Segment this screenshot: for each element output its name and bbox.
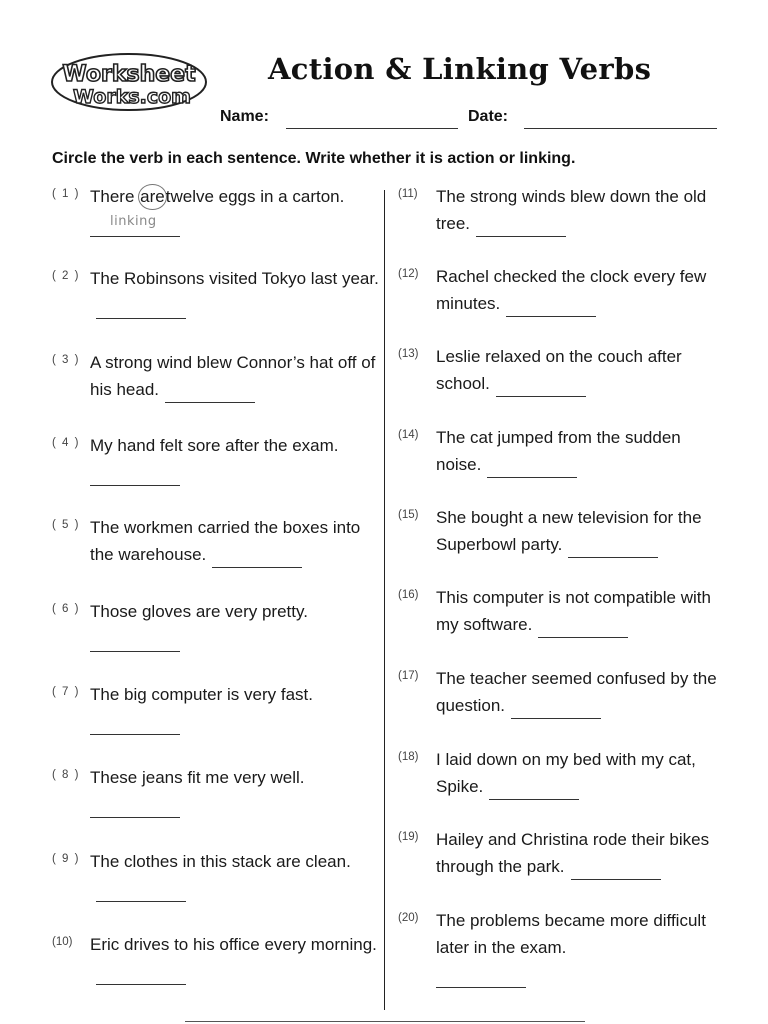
question-text [90, 349, 380, 403]
answer-blank[interactable] [96, 318, 186, 319]
name-label: Name: [220, 108, 269, 125]
question-number: ( 6 ) [52, 603, 80, 615]
question-sentence: A strong wind blew Connor’s hat off of his head. [90, 353, 376, 399]
question-number: ( 4 ) [52, 437, 80, 449]
page-title: Action & Linking Verbs [268, 52, 652, 86]
question-sentence: The teacher seemed confused by the question. [436, 669, 717, 715]
answer-blank[interactable] [212, 567, 302, 568]
answer-blank[interactable] [436, 987, 526, 988]
name-field[interactable] [286, 128, 458, 129]
question-number: ( 2 ) [52, 270, 80, 282]
question-text [436, 504, 726, 558]
question-text [436, 907, 726, 988]
question-sentence: These jeans fit me very well. [90, 768, 305, 787]
question-number: ( 7 ) [52, 686, 80, 698]
question-sentence: The Robinsons visited Tokyo last year. [90, 269, 379, 288]
date-field[interactable] [524, 128, 717, 129]
question-text [90, 265, 380, 319]
answer-blank[interactable] [90, 651, 180, 652]
answer-blank[interactable] [96, 901, 186, 902]
question-number: ( 9 ) [52, 853, 80, 865]
answer-blank[interactable] [90, 236, 180, 237]
question-number: (15) [398, 509, 419, 521]
question-sentence: The strong winds blew down the old tree. [436, 187, 707, 233]
question-number: (14) [398, 429, 419, 441]
answer-blank[interactable] [90, 485, 180, 486]
question-text [90, 432, 380, 486]
question-sentence: My hand felt sore after the exam. [90, 436, 339, 455]
question-sentence: The clothes in this stack are clean. [90, 852, 351, 871]
date-label: Date: [468, 108, 509, 125]
answer-blank[interactable] [487, 477, 577, 478]
answer-blank[interactable] [571, 879, 661, 880]
question-text [436, 826, 726, 880]
question-text [90, 514, 380, 568]
question-text [90, 598, 380, 652]
column-divider [384, 190, 385, 1010]
question-sentence: The workmen carried the boxes into the warehouse. [90, 518, 361, 564]
example-before: There [90, 187, 135, 206]
question-sentence: This computer is not compatible with my software. [436, 588, 711, 634]
answer-blank[interactable] [506, 316, 596, 317]
question-text [90, 848, 380, 902]
question-number: (13) [398, 348, 419, 360]
answer-blank[interactable] [165, 402, 255, 403]
question-sentence: Hailey and Christina rode their bikes through the park. [436, 830, 710, 876]
footer-rule [185, 1021, 585, 1022]
example-answer: linking [110, 214, 157, 229]
answer-blank[interactable] [90, 817, 180, 818]
question-number: (18) [398, 751, 419, 763]
question-number: (10) [52, 936, 73, 948]
question-sentence: The big computer is very fast. [90, 685, 313, 704]
question-sentence: Rachel checked the clock every few minutes. [436, 267, 707, 313]
question-number: (19) [398, 831, 419, 843]
answer-blank[interactable] [538, 637, 628, 638]
question-sentence: The cat jumped from the sudden noise. [436, 428, 681, 474]
question-number: (12) [398, 268, 419, 280]
question-text [436, 263, 726, 317]
answer-blank[interactable] [568, 557, 658, 558]
answer-blank[interactable] [96, 984, 186, 985]
worksheetworks-logo [50, 52, 208, 112]
question-text [90, 764, 380, 818]
logo-line-2: Works.com [73, 86, 191, 108]
logo-line-1: Worksheet [62, 62, 196, 87]
question-text [436, 343, 726, 397]
question-text [436, 746, 726, 800]
question-sentence: I laid down on my bed with my cat, Spike. [436, 750, 696, 796]
question-number: (16) [398, 589, 419, 601]
question-sentence: The problems became more difficult later in the exam. [436, 911, 706, 957]
question-text [436, 665, 726, 719]
question-text [436, 183, 726, 237]
question-number: ( 3 ) [52, 354, 80, 366]
question-text [436, 584, 726, 638]
question-sentence: Eric drives to his office every morning. [90, 935, 377, 954]
question-text [436, 424, 726, 478]
answer-blank[interactable] [511, 718, 601, 719]
answer-blank[interactable] [489, 799, 579, 800]
question-number: (17) [398, 670, 419, 682]
question-number: ( 5 ) [52, 519, 80, 531]
circled-verb[interactable]: are [138, 184, 167, 210]
question-text [90, 681, 380, 735]
answer-blank[interactable] [496, 396, 586, 397]
answer-blank[interactable] [476, 236, 566, 237]
question-number: ( 1 ) [52, 188, 80, 200]
question-sentence: She bought a new television for the Superbowl party. [436, 508, 702, 554]
question-sentence: Leslie relaxed on the couch after school. [436, 347, 682, 393]
question-number: (11) [398, 188, 418, 200]
question-number: (20) [398, 912, 419, 924]
question-number: ( 8 ) [52, 769, 80, 781]
example-after: twelve eggs in a carton. [165, 187, 345, 206]
answer-blank[interactable] [90, 734, 180, 735]
instructions: Circle the verb in each sentence. Write whether it is action or linking. [52, 150, 576, 167]
question-text [90, 931, 380, 985]
question-sentence: Those gloves are very pretty. [90, 602, 308, 621]
